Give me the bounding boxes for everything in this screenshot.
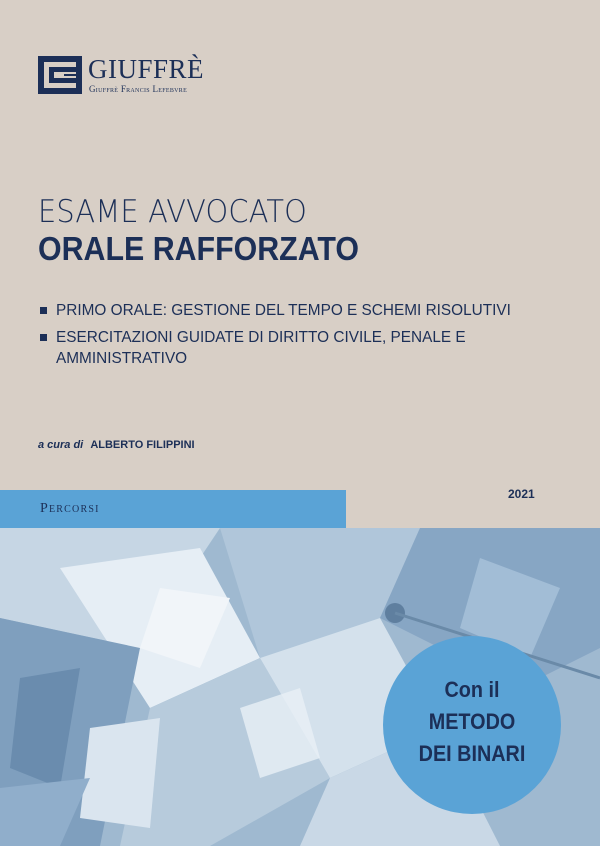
bullet-square-icon	[40, 307, 47, 314]
editor-name: ALBERTO FILIPPINI	[90, 439, 195, 451]
title-line-1: ESAME AVVOCATO	[38, 194, 308, 230]
topic-item	[40, 300, 580, 321]
promo-badge	[383, 636, 561, 814]
publisher-name: GIUFFRÈ	[88, 54, 205, 84]
badge-line-1: Con il	[444, 677, 500, 702]
badge-line-2: METODO	[428, 709, 516, 734]
series-band	[0, 490, 346, 528]
topic-item	[40, 327, 580, 369]
publisher-logo-icon	[38, 56, 82, 94]
editor-credit	[38, 439, 195, 451]
promo-badge-text	[383, 674, 561, 770]
publication-year: 2021	[508, 487, 535, 501]
topic-text: ESERCITAZIONI GUIDATE DI DIRITTO CIVILE, PENALE E AMMINISTRATIVO	[56, 329, 466, 367]
topic-list	[40, 300, 580, 375]
title-line-2: ORALE RAFFORZATO	[38, 230, 360, 267]
publisher-subtitle: Giuffrè Francis Lefebvre	[89, 84, 188, 94]
editor-prefix: a cura di	[38, 439, 84, 451]
topic-text: PRIMO ORALE: GESTIONE DEL TEMPO E SCHEMI RISOLUTIVI	[56, 302, 511, 319]
series-label: Percorsi	[40, 501, 100, 516]
badge-line-3: DEI BINARI	[418, 741, 526, 766]
bullet-square-icon	[40, 334, 47, 341]
